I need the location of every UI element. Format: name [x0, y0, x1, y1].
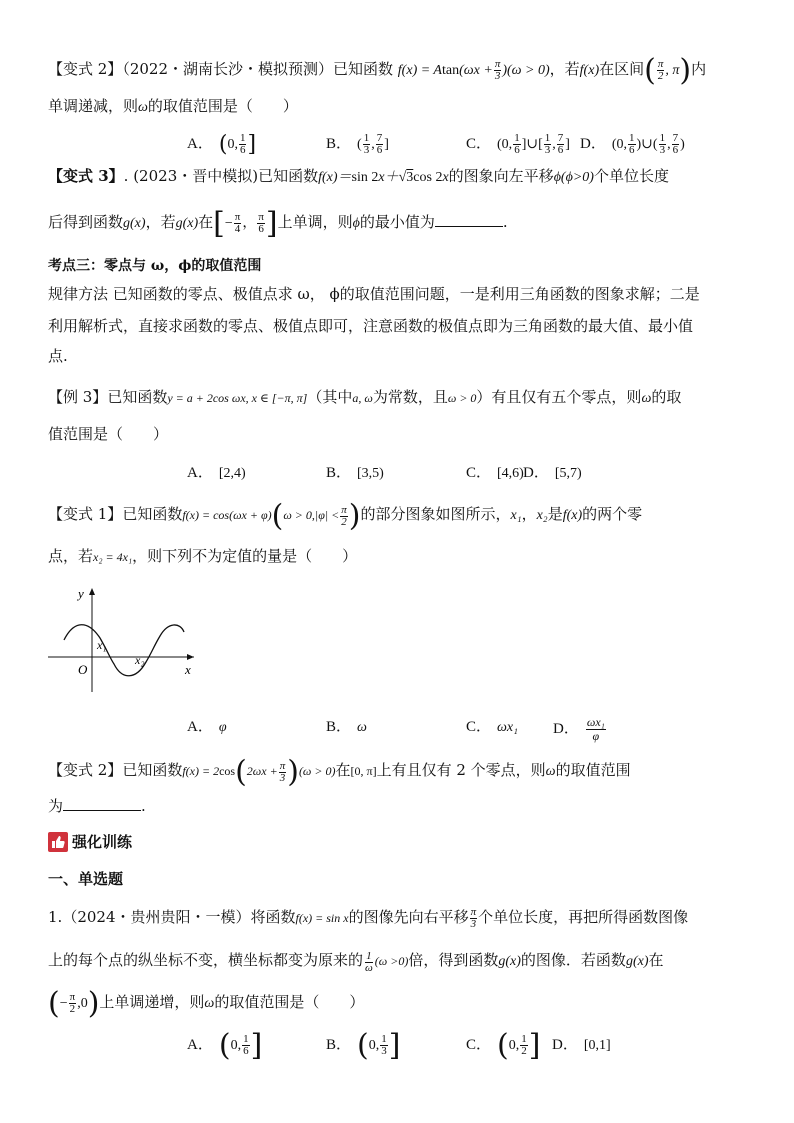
option-value: [5,7) — [554, 466, 582, 481]
variant1-fx: f(x) — [562, 508, 583, 523]
x-axis-arrow — [187, 654, 194, 660]
variant2-text: 内 — [691, 60, 707, 78]
variant3-text: ，若 — [145, 213, 176, 231]
option-c[interactable] — [466, 462, 524, 484]
q1-interval: (− $\frac{\pi}{2}$ ,0) — [48, 985, 100, 1021]
option-a[interactable] — [187, 716, 227, 738]
variant1-formula: f(x) = cos(ωx + φ) — [182, 508, 272, 522]
option-d[interactable] — [553, 716, 607, 743]
variant1-relation: x₂ = 4x₁ — [93, 550, 133, 564]
option-label: C． — [466, 136, 492, 152]
section3-method-line3: 点. — [48, 347, 68, 365]
example3-line2: 值范围是（ ） — [48, 425, 169, 443]
variant2-text: 的取值范围是（ ） — [147, 97, 298, 115]
variant2-cos-line2 — [48, 796, 146, 816]
option-b[interactable] — [326, 462, 384, 484]
variant3-text: . — [502, 213, 508, 231]
option-label: C． — [466, 719, 492, 735]
training-subtitle: 一、单选题 — [48, 870, 124, 888]
x-axis-label: x — [185, 662, 191, 677]
variant2-interval: ( $\frac{\pi}{2}$ , π) — [644, 52, 692, 88]
q1-text: 的图像先向右平移 — [348, 908, 469, 926]
option-b[interactable] — [326, 133, 389, 156]
variant2-source: （2022・湖南长沙・模拟预测） — [122, 60, 333, 78]
option-value: ω — [357, 720, 367, 735]
q1-scale: $\frac{1}{\omega}$ (ω >0) — [365, 949, 409, 974]
variant1-x1: x₁ — [510, 508, 522, 523]
q1-gx: g(x) — [625, 954, 649, 969]
option-value: [0,1] — [583, 1038, 611, 1053]
option-label: D． — [523, 465, 549, 481]
variant3-text: 个单位长度 — [593, 167, 669, 185]
variant2cos-text: 为 — [48, 797, 64, 815]
variant2cos-text: . — [141, 797, 146, 815]
example3-text: ）有且仅有五个零点，则 — [476, 388, 642, 406]
option-value: [3,5) — [357, 466, 384, 481]
variant2-tag: 【变式 2】 — [48, 60, 123, 78]
variant3-text: 的最小值为 — [359, 213, 435, 231]
variant3-phi: ϕ — [352, 216, 360, 231]
q1-text: 在 — [648, 951, 664, 969]
section3-title: 考点三：零点与 ω，ϕ的取值范围 — [48, 258, 262, 274]
variant3-line1 — [48, 166, 669, 188]
omega-symbol: ω — [641, 391, 652, 406]
variant3-line2 — [48, 205, 508, 241]
variant2-fx: f(x) — [579, 63, 600, 78]
q1-formula: f(x) = sin x — [295, 911, 349, 925]
option-label: B． — [326, 1037, 352, 1053]
variant2-formula: f(x) = Atan(ωx + $\frac{\pi}{3}$ )(ω > 0) — [397, 58, 550, 83]
variant2cos-formula: f(x) = 2cos(2ωx + $\frac{\pi}{3}$ )(ω > 0) — [182, 754, 336, 790]
x1-label: x₁ — [97, 638, 107, 652]
example3-text: 的取 — [651, 388, 682, 406]
option-value: (0, $\frac{1}{6}$ )∪( $\frac{1}{3}$ , $\frac{7}{6}$ ) — [611, 132, 685, 157]
q1-shift: $\frac{\pi}{3}$ — [470, 906, 477, 931]
variant2cos-interval: [0, π] — [350, 764, 377, 778]
q1-text: 个单位长度，再把所得函数图像 — [478, 908, 689, 926]
variant2-cos-line1 — [48, 754, 631, 790]
variant3-tag: 【变式 3】 — [48, 167, 124, 185]
variant1-text: 的两个零 — [582, 505, 643, 523]
variant1-cond: (ω > 0,|φ| < $\frac{\pi}{2}$ ) — [271, 498, 361, 534]
variant3-formula: f(x)＝sin 2x＋√3cos 2x — [318, 170, 449, 185]
q1-number: 1. — [48, 908, 63, 926]
example3-formula: y = a + 2cos ωx, x ∈ [−π, π] — [167, 391, 308, 405]
q1-text: 的取值范围是（ ） — [214, 993, 365, 1011]
y-axis-label: y — [78, 586, 84, 601]
section3-method-line1: 规律方法 已知函数的零点、极值点求 ω， ϕ的取值范围问题，一是利用三角函数的图象求解；二是 — [48, 285, 700, 303]
option-b[interactable] — [326, 716, 367, 738]
q1-text: 上的每个点的纵坐标不变，横坐标都变为原来的 — [48, 951, 364, 969]
option-label: C． — [466, 1037, 492, 1053]
q1-gx: g(x) — [498, 954, 521, 969]
origin-label: O — [78, 662, 88, 677]
variant2cos-text: 在 — [335, 761, 351, 779]
option-value: (0, $\frac{1}{6}$ ] — [218, 1027, 263, 1063]
q1-line1 — [48, 907, 688, 930]
option-label: A． — [187, 1037, 213, 1053]
cosine-graph — [48, 584, 198, 696]
variant3-text: 上单调，则 — [277, 213, 353, 231]
option-d[interactable] — [523, 462, 582, 484]
variant1-text: 点，若 — [48, 547, 94, 565]
variant1-text: ，则下列不为定值的量是（ ） — [132, 547, 358, 565]
q1-line2 — [48, 950, 664, 974]
q1-text: 的图像．若函数 — [520, 951, 626, 969]
option-value: (0, $\frac{1}{3}$ ] — [357, 1027, 401, 1063]
option-label: C． — [466, 465, 492, 481]
variant2cos-text: 上有且仅有 2 个零点，则 — [376, 761, 546, 779]
variant1-text: 是 — [547, 505, 563, 523]
variant2-text: 单调递减，则 — [48, 97, 139, 115]
option-value: [4,6) — [497, 466, 524, 481]
variant2cos-tag: 【变式 2】 — [48, 761, 123, 779]
variant1-text: 的部分图象如图所示， — [360, 505, 511, 523]
option-c[interactable] — [466, 716, 518, 738]
option-b[interactable] — [326, 1027, 401, 1063]
option-value: φ — [218, 720, 227, 735]
variant2-tan-line2 — [48, 96, 298, 118]
option-c[interactable] — [466, 1027, 541, 1063]
variant2-text: 在区间 — [599, 60, 645, 78]
variant3-text: 在 — [198, 213, 214, 231]
option-label: B． — [326, 465, 352, 481]
option-value: (0, $\frac{1}{6}$ ]∪[ $\frac{1}{3}$ , $\frac{7}{6}$ ] — [497, 132, 570, 157]
x2-label: x₂ — [135, 653, 145, 667]
variant3-text: 的图象向左平移 — [448, 167, 554, 185]
example3-consts: a, ω — [352, 391, 373, 405]
answer-blank[interactable] — [435, 212, 503, 227]
option-c[interactable] — [466, 133, 570, 156]
variant3-interval: [− $\frac{\pi}{4}$ ， $\frac{\pi}{6}$ ] — [213, 205, 278, 241]
example3-text: 为常数，且 — [372, 388, 448, 406]
training-title: 强化训练 — [72, 833, 133, 851]
option-value: [2,4) — [218, 466, 246, 481]
example3-cond: ω > 0 — [447, 391, 477, 405]
option-value: (0, $\frac{1}{2}$ ] — [497, 1027, 541, 1063]
q1-text: 上单调递增，则 — [99, 993, 205, 1011]
variant1-x2: x₂ — [536, 508, 548, 523]
option-label: D． — [553, 720, 579, 737]
variant1-line2 — [48, 546, 357, 567]
option-label: A． — [187, 719, 213, 735]
option-label: A． — [187, 136, 213, 152]
q1-line3 — [48, 985, 365, 1021]
option-label: D． — [552, 1037, 578, 1053]
variant1-text: ， — [521, 505, 537, 523]
variant2cos-text: 已知函数 — [122, 761, 183, 779]
variant1-line1 — [48, 498, 643, 534]
variant3-gx: g(x) — [123, 216, 146, 231]
answer-blank[interactable] — [63, 796, 141, 811]
thumbs-up-icon — [48, 832, 68, 852]
option-a[interactable] — [187, 1027, 263, 1063]
example3-line1 — [48, 387, 681, 409]
q1-text: 将函数 — [250, 908, 296, 926]
variant3-text: . (2023・晋中模拟)已知函数 — [123, 167, 319, 185]
variant1-text: 已知函数 — [122, 505, 183, 523]
omega-symbol: ω — [138, 100, 148, 115]
example3-text: （其中 — [307, 388, 353, 406]
example3-text: 已知函数 — [107, 388, 168, 406]
option-value: $\frac{\text{ωx₁}}{\varphi}$ — [586, 715, 605, 743]
variant2-text: ，若 — [549, 60, 580, 78]
option-label: B． — [326, 719, 352, 735]
y-axis-arrow — [89, 588, 95, 595]
variant1-tag: 【变式 1】 — [48, 505, 123, 523]
variant3-phi: ϕ(ϕ>0) — [553, 170, 594, 185]
option-value: ( $\frac{1}{3}$ , $\frac{7}{6}$ ] — [357, 132, 389, 157]
option-value: ωx₁ — [497, 720, 518, 735]
option-d[interactable] — [580, 133, 685, 156]
q1-text: 倍，得到函数 — [408, 951, 499, 969]
option-label: A． — [187, 465, 213, 481]
omega-symbol: ω — [204, 996, 215, 1011]
variant2-tan-line1 — [48, 52, 707, 88]
omega-symbol: ω — [545, 764, 556, 779]
variant3-gx: g(x) — [175, 216, 199, 231]
option-d[interactable] — [552, 1034, 611, 1056]
option-a[interactable] — [187, 462, 246, 484]
option-value: (0, $\frac{1}{6}$ ] — [218, 131, 257, 157]
section3-method-line2: 利用解析式，直接求函数的零点、极值点即可，注意函数的极值点即为三角函数的最大值、最小值 — [48, 317, 694, 335]
variant2cos-text: 的取值范围 — [555, 761, 631, 779]
variant2-text: 已知函数 — [333, 60, 394, 78]
option-label: D． — [580, 136, 606, 152]
option-label: B． — [326, 136, 352, 152]
q1-source: （2024・贵州贵阳・一模） — [62, 908, 251, 926]
option-a[interactable] — [187, 133, 256, 156]
example3-tag: 【例 3】 — [48, 388, 108, 406]
variant3-text: 后得到函数 — [48, 213, 124, 231]
